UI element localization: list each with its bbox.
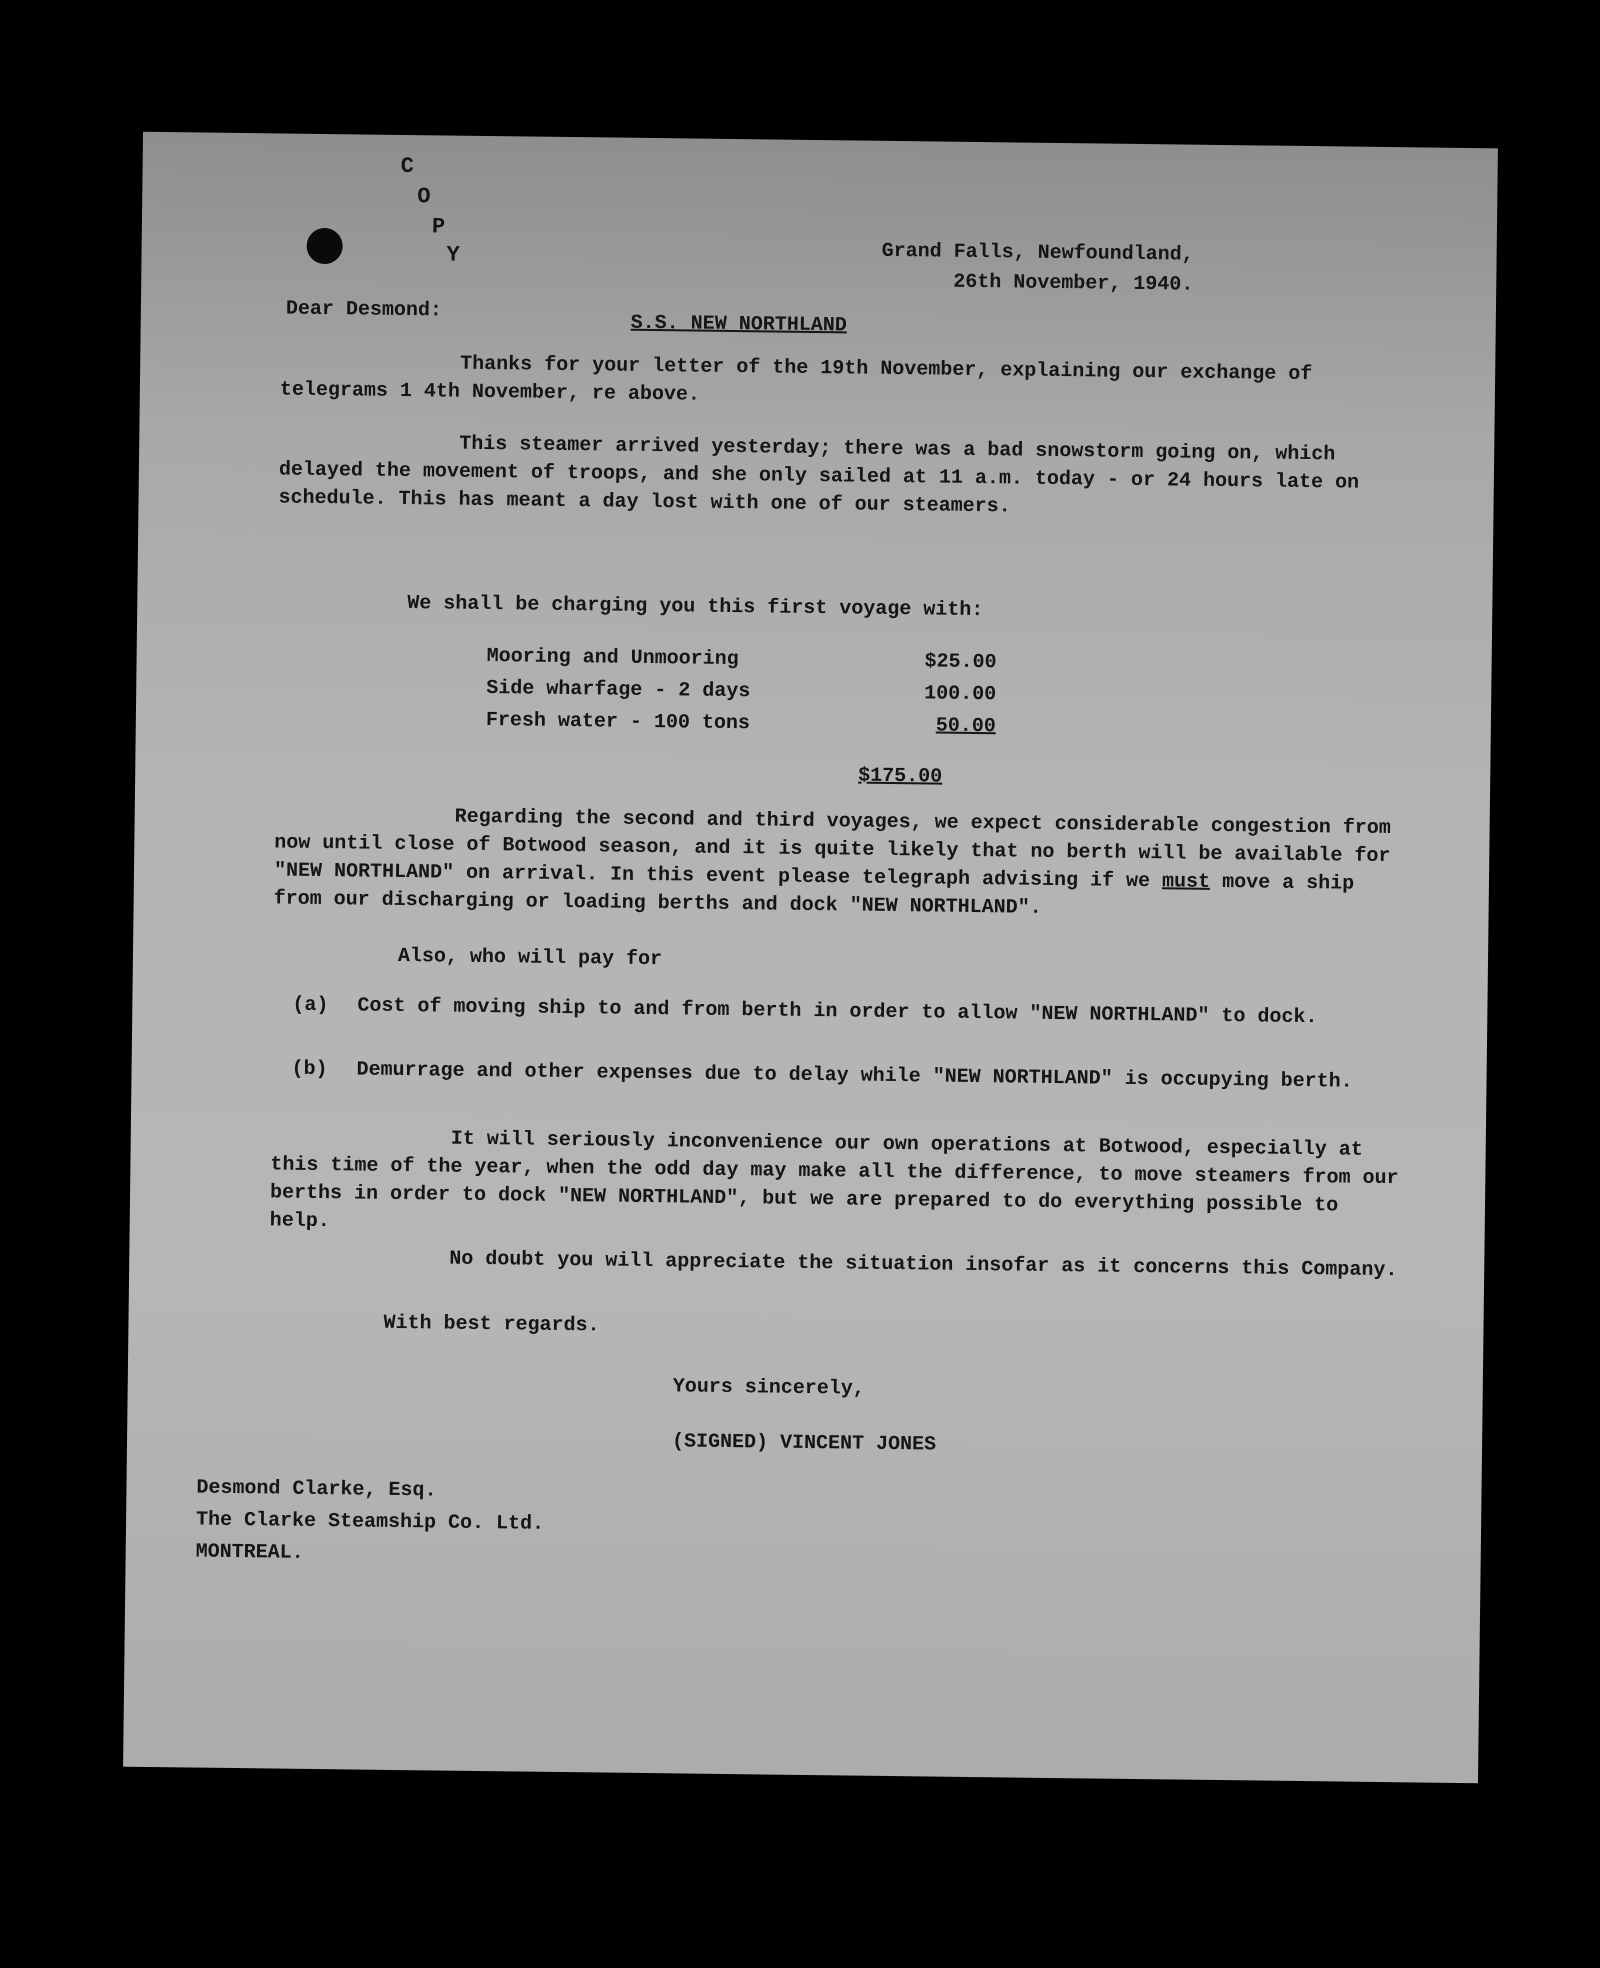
charge-item: Mooring and Unmooring	[486, 645, 739, 672]
list-item-b	[291, 1056, 1371, 1097]
copy-mark-letter: C	[400, 153, 414, 180]
copy-mark-letter: P	[431, 214, 446, 240]
charge-amount: 100.00	[924, 682, 997, 707]
paragraph-thanks	[280, 348, 1421, 418]
place-line: Grand Falls, Newfoundland,	[881, 239, 1194, 267]
subject-line: S.S. NEW NORTHLAND	[630, 311, 847, 338]
ink-blot	[306, 228, 342, 264]
charge-item: Side wharfage - 2 days	[486, 677, 751, 704]
charges-intro: We shall be charging you this first voyage with:	[407, 592, 984, 623]
list-text: Demurrage and other expenses due to delay while "NEW NORTHLAND" is occupying berth.	[356, 1058, 1353, 1094]
emphasis-must: must	[1161, 870, 1211, 894]
address-line: The Clarke Steamship Co. Ltd.	[195, 1508, 545, 1536]
list-label: (b)	[291, 1057, 328, 1082]
paragraph-text: This steamer arrived yesterday; there was a bad snowstorm going on, which delayed the movement of troops, and she only sailed at 11 a.m. today - or 24 hours late on schedule. This has meant a day lost with one of our steamers.	[278, 432, 1360, 519]
paragraph-text-start: Regarding the second and third voyages, we expect considerable congestion from now until close of Botwood season, and it is quite likely that no berth will be available for "NEW NORTHLAND" on arrival. In this event please telegraph advising if we	[273, 805, 1391, 894]
date-line: 26th November, 1940.	[953, 270, 1194, 297]
paragraph-text: No doubt you will appreciate the situation insofar as it concerns this Company.	[449, 1247, 1398, 1283]
paragraph-inconvenience	[270, 1123, 1411, 1249]
list-text: Cost of moving ship to and from berth in order to allow "NEW NORTHLAND" to dock.	[357, 994, 1318, 1030]
charge-amount: 50.00	[935, 714, 996, 739]
also-line: Also, who will pay for	[397, 944, 663, 972]
signature-line: (SIGNED) VINCENT JONES	[671, 1430, 937, 1457]
charges-table	[486, 641, 997, 743]
address-line: Desmond Clarke, Esq.	[196, 1476, 437, 1503]
paragraph-text: Thanks for your letter of the 19th November, explaining our exchange of telegrams 1 4th November, re above.	[279, 352, 1313, 407]
copy-mark-letter: O	[417, 184, 431, 210]
copy-mark-letter: Y	[446, 242, 460, 268]
place-date	[881, 237, 1194, 301]
paragraph-steamer	[278, 428, 1419, 526]
charges-total: $175.00	[858, 764, 943, 789]
letter-page	[123, 132, 1498, 1783]
paragraph-appreciate	[269, 1243, 1409, 1285]
list-label: (a)	[292, 993, 329, 1018]
charge-row	[486, 705, 996, 743]
regards-line: With best regards.	[383, 1311, 600, 1338]
paragraph-text-end: move a ship from our discharging or loading berths and dock "NEW NORTHLAND".	[273, 870, 1355, 920]
recipient-address	[195, 1473, 544, 1573]
address-line: MONTREAL.	[195, 1540, 304, 1565]
salutation: Dear Desmond:	[285, 297, 443, 323]
closing-line: Yours sincerely,	[672, 1375, 865, 1401]
charge-amount: $25.00	[924, 650, 997, 675]
list-item-a	[292, 992, 1372, 1033]
paragraph-text: It will seriously inconvenience our own operations at Botwood, especially at this time of the year, when the odd day may make all the difference, to move steamers from our berths in order to dock "NEW NORTHLAND", but we are prepared to do everything possible to help.	[269, 1127, 1399, 1234]
charge-item: Fresh water - 100 tons	[485, 709, 751, 736]
paragraph-regarding	[273, 801, 1414, 927]
